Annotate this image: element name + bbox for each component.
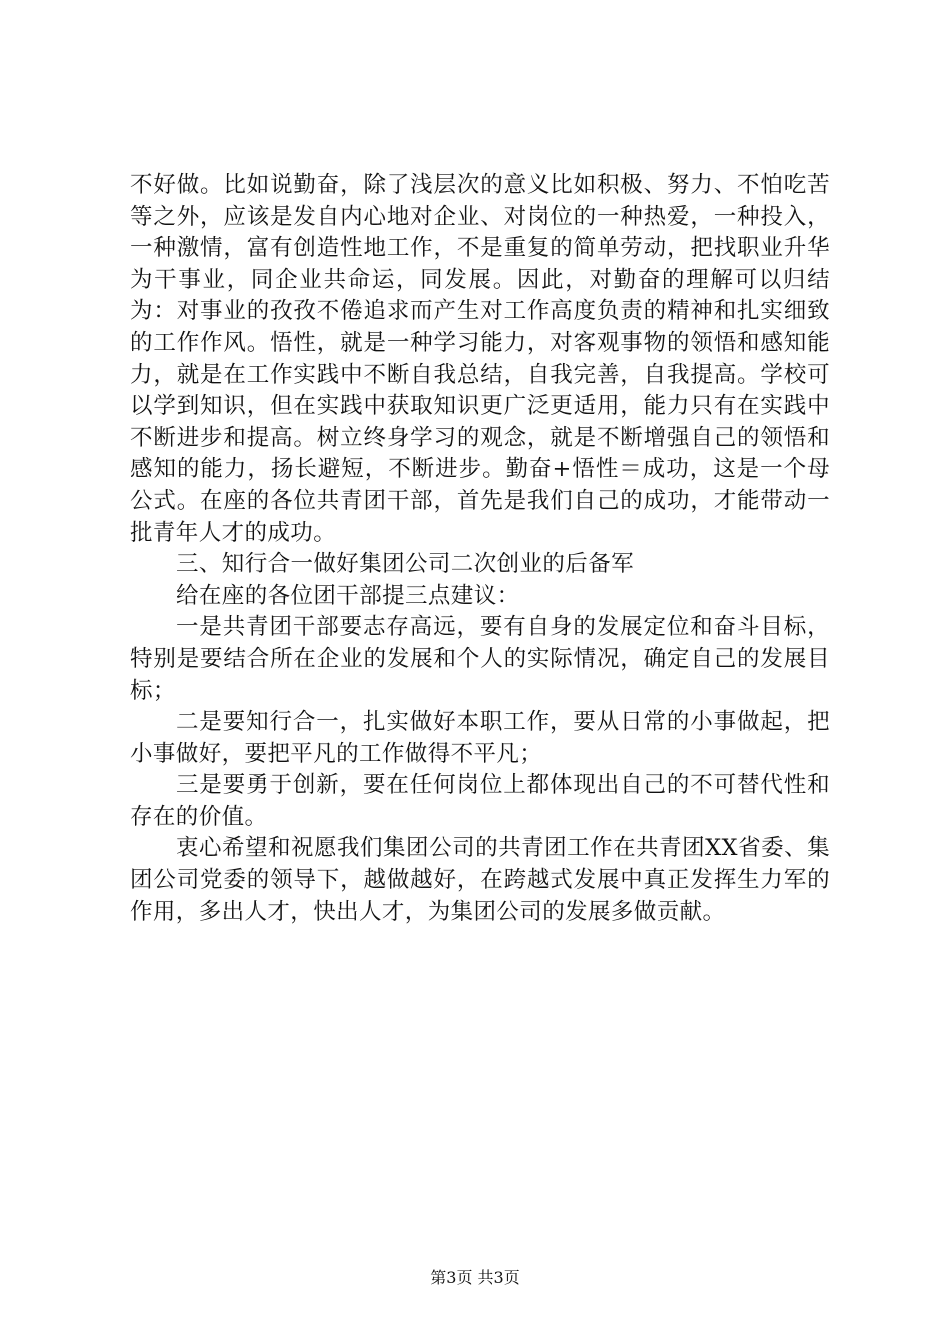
document-body [130,170,830,928]
section-heading: 三、知行合一做好集团公司二次创业的后备军 [176,551,635,578]
paragraph-suggestion-2: 二是要知行合一，扎实做好本职工作，要从日常的小事做起，把小事做好，要把平凡的工作做得不平凡； [130,709,830,767]
paragraph-suggestion-1: 一是共青团干部要志存高远，要有自身的发展定位和奋斗目标，特别是要结合所在企业的发展和个人的实际情况，确定自己的发展目标； [130,614,830,704]
page-footer: 第3页 共3页 [430,1268,520,1287]
paragraph-intro: 给在座的各位团干部提三点建议： [176,582,520,609]
paragraph-suggestion-3: 三是要勇于创新，要在任何岗位上都体现出自己的不可替代性和存在的价值。 [130,772,830,830]
paragraph-closing: 衷心希望和祝愿我们集团公司的共青团工作在共青团XX省委、集团公司党委的领导下，越做越好，在跨越式发展中真正发挥生力军的作用，多出人才，快出人才，为集团公司的发展多做贡献。 [130,835,830,925]
paragraph-continuation: 不好做。比如说勤奋，除了浅层次的意义比如积极、努力、不怕吃苦等之外，应该是发自内心地对企业、对岗位的一种热爱，一种投入，一种激情，富有创造性地工作，不是重复的简单劳动，把找职业升华为干事业，同企业共命运，同发展。因此，对勤奋的理解可以归结为：对事业的孜孜不倦追求而产生对工作高度负责的精神和扎实细致的工作作风。悟性，就是一种学习能力，对客观事物的领悟和感知能力，就是在工作实践中不断自我总结，自我完善，自我提高。学校可以学到知识，但在实践中获取知识更广泛更适用，能力只有在实践中不断进步和提高。树立终身学习的观念，就是不断增强自己的领悟和感知的能力，扬长避短，不断进步。勤奋+悟性＝成功，这是一个母公式。在座的各位共青团干部，首先是我们自己的成功，才能带动一批青年人才的成功。 [130,172,830,546]
